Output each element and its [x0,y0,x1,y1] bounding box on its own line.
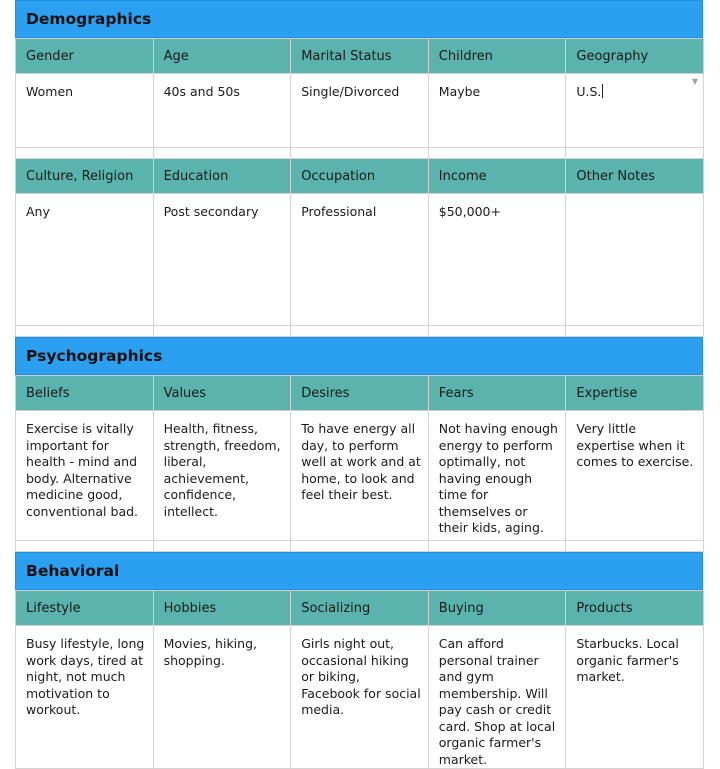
value-cell-occupation[interactable]: Professional [291,194,429,326]
geography-value: U.S. [576,84,602,99]
value-cell-expertise[interactable]: Very little expertise when it comes to exercise. [566,411,704,541]
header-cell-education[interactable]: Education [153,159,291,194]
value-cell-other-notes[interactable] [566,194,704,326]
header-row [16,376,704,411]
header-cell-occupation[interactable]: Occupation [291,159,429,194]
text-cursor [602,84,603,98]
header-cell-buying[interactable]: Buying [428,591,566,626]
chevron-down-icon[interactable]: ▼ [691,77,699,86]
spacer-cell [566,326,704,337]
value-cell-lifestyle[interactable]: Busy lifestyle, long work days, tired at night, not much motivation to workout. [16,626,154,769]
value-cell-socializing[interactable]: Girls night out, occasional hiking or biking, Facebook for social media. [291,626,429,769]
spacer-cell [16,326,154,337]
value-cell-marital-status[interactable]: Single/Divorced [291,74,429,148]
behavioral-table [15,590,704,769]
value-cell-age[interactable]: 40s and 50s [153,74,291,148]
header-cell-expertise[interactable]: Expertise [566,376,704,411]
spacer-cell [16,541,154,552]
value-cell-products[interactable]: Starbucks. Local organic farmer's market. [566,626,704,769]
persona-sheet [15,0,703,769]
value-cell-geography[interactable] [566,74,704,148]
header-cell-age[interactable]: Age [153,39,291,74]
header-cell-beliefs[interactable]: Beliefs [16,376,154,411]
section-title-behavioral: Behavioral [15,552,703,590]
value-cell-values[interactable]: Health, fitness, strength, freedom, liberal, achievement, confidence, intellect. [153,411,291,541]
value-cell-culture-religion[interactable]: Any [16,194,154,326]
section-title-demographics: Demographics [15,0,703,38]
spacer-row [16,326,704,337]
spacer-row [16,148,704,159]
header-cell-marital-status[interactable]: Marital Status [291,39,429,74]
value-cell-hobbies[interactable]: Movies, hiking, shopping. [153,626,291,769]
spacer-cell [153,541,291,552]
value-cell-income[interactable]: $50,000+ [428,194,566,326]
header-cell-geography[interactable]: Geography [566,39,704,74]
value-cell-children[interactable]: Maybe [428,74,566,148]
spacer-cell [153,326,291,337]
value-row [16,626,704,769]
value-cell-buying[interactable]: Can afford personal trainer and gym membership. Will pay cash or credit card. Shop at local organic farmer's market. [428,626,566,769]
header-cell-culture-religion[interactable]: Culture, Religion [16,159,154,194]
spacer-cell [16,148,154,159]
header-cell-values[interactable]: Values [153,376,291,411]
header-cell-gender[interactable]: Gender [16,39,154,74]
value-cell-education[interactable]: Post secondary [153,194,291,326]
header-cell-hobbies[interactable]: Hobbies [153,591,291,626]
spacer-cell [566,541,704,552]
header-cell-other-notes[interactable]: Other Notes [566,159,704,194]
spacer-cell [153,148,291,159]
value-row [16,194,704,326]
value-cell-fears[interactable]: Not having enough energy to perform optimally, not having enough time for themselves or their kids, aging. [428,411,566,541]
spacer-cell [428,541,566,552]
header-cell-fears[interactable]: Fears [428,376,566,411]
header-cell-products[interactable]: Products [566,591,704,626]
header-cell-desires[interactable]: Desires [291,376,429,411]
value-cell-desires[interactable]: To have energy all day, to perform well at work and at home, to look and feel their best. [291,411,429,541]
spacer-cell [291,541,429,552]
spacer-cell [291,148,429,159]
spacer-cell [291,326,429,337]
spacer-cell [428,326,566,337]
header-row [16,39,704,74]
header-row [16,591,704,626]
demographics-table-1 [15,38,704,337]
spacer-cell [428,148,566,159]
value-cell-beliefs[interactable]: Exercise is vitally important for health - mind and body. Alternative medicine good, conventional bad. [16,411,154,541]
spacer-row [16,541,704,552]
value-row [16,411,704,541]
spacer-cell [566,148,704,159]
header-cell-children[interactable]: Children [428,39,566,74]
value-cell-gender[interactable]: Women [16,74,154,148]
section-title-psychographics: Psychographics [15,337,703,375]
header-cell-socializing[interactable]: Socializing [291,591,429,626]
value-row [16,74,704,148]
header-cell-lifestyle[interactable]: Lifestyle [16,591,154,626]
header-cell-income[interactable]: Income [428,159,566,194]
psychographics-table [15,375,704,552]
header-row [16,159,704,194]
